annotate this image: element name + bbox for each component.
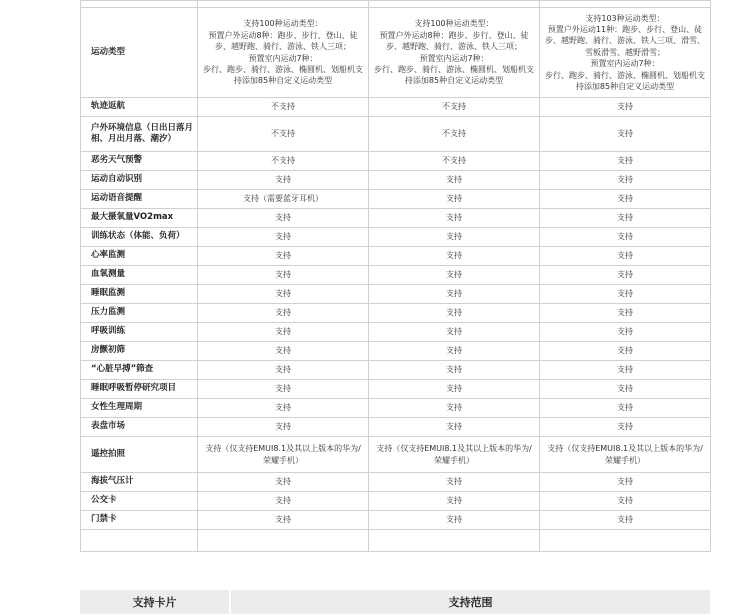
feature-value: 支持 (540, 285, 711, 304)
table-row-top-edge (81, 1, 711, 8)
feature-value: 支持 (540, 361, 711, 380)
table-row (81, 342, 711, 361)
feature-value: 支持 (540, 304, 711, 323)
feature-label: 睡眠呼吸暂停研究项目 (81, 380, 198, 399)
feature-label: 轨迹返航 (81, 98, 198, 117)
feature-value: 支持 (198, 361, 369, 380)
feature-value: 支持 (369, 304, 540, 323)
feature-value: 支持 (540, 209, 711, 228)
table-row (81, 361, 711, 380)
sport-types-value-col3: 支持103种运动类型： 预置户外运动11种：跑步、步行、登山、徒步、越野跑、骑行、游泳、铁人三项、滑雪、雪板滑雪、越野滑雪； 预置室内运动7种： 步行、跑步、骑行、游泳、椭圆机、划船机支持添加85种自定义运动类型 (540, 8, 711, 98)
feature-value: 支持（仅支持EMUI8.1及其以上版本的华为/荣耀手机） (540, 437, 711, 473)
feature-value: 支持 (540, 418, 711, 437)
feature-value: 支持 (540, 228, 711, 247)
feature-value: 支持 (369, 171, 540, 190)
sport-types-value-col2: 支持100种运动类型： 预置户外运动8种：跑步、步行、登山、徒步、越野跑、骑行、游泳、铁人三项； 预置室内运动7种： 步行、跑步、骑行、游泳、椭圆机、划船机支持添加85种自定义运动类型 (369, 8, 540, 98)
feature-value: 支持 (540, 511, 711, 530)
comparison-table (80, 0, 711, 552)
feature-value: 支持 (198, 492, 369, 511)
card-support-header (80, 590, 710, 614)
table-row (81, 399, 711, 418)
feature-label: 门禁卡 (81, 511, 198, 530)
feature-value: 支持（仅支持EMUI8.1及其以上版本的华为/荣耀手机） (369, 437, 540, 473)
feature-value: 支持 (198, 304, 369, 323)
feature-value: 支持 (198, 285, 369, 304)
feature-value: 支持 (198, 399, 369, 418)
feature-value: 支持 (369, 209, 540, 228)
feature-value: 支持 (198, 323, 369, 342)
feature-value: 支持 (369, 247, 540, 266)
table-row (81, 437, 711, 473)
table-row (81, 152, 711, 171)
feature-label: 遥控拍照 (81, 437, 198, 473)
table-row (81, 285, 711, 304)
feature-value: 不支持 (369, 152, 540, 171)
feature-value: 支持 (540, 342, 711, 361)
feature-value: 支持 (369, 380, 540, 399)
feature-value: 支持 (540, 473, 711, 492)
table-row (81, 473, 711, 492)
feature-value: 支持 (369, 418, 540, 437)
feature-label: 训练状态（体能、负荷） (81, 228, 198, 247)
feature-value: 支持 (540, 323, 711, 342)
feature-label: 呼吸训练 (81, 323, 198, 342)
table-row-bottom-edge (81, 530, 711, 552)
feature-label: “心脏早搏”筛查 (81, 361, 198, 380)
feature-value: 支持 (198, 247, 369, 266)
table-row-sport-types (81, 8, 711, 98)
feature-value: 支持 (198, 473, 369, 492)
table-row (81, 511, 711, 530)
feature-value: 支持 (198, 228, 369, 247)
feature-label: 恶劣天气预警 (81, 152, 198, 171)
feature-value: 支持 (540, 399, 711, 418)
feature-value: 支持 (198, 418, 369, 437)
feature-label: 公交卡 (81, 492, 198, 511)
feature-label-sport-types: 运动类型 (81, 8, 198, 98)
feature-value: 支持 (540, 492, 711, 511)
sport-types-value-col1: 支持100种运动类型： 预置户外运动8种：跑步、步行、登山、徒步、越野跑、骑行、游泳、铁人三项； 预置室内运动7种： 步行、跑步、骑行、游泳、椭圆机、划船机支持添加85种自定义运动类型 (198, 8, 369, 98)
feature-value: 支持 (540, 247, 711, 266)
table-row (81, 323, 711, 342)
table-row (81, 304, 711, 323)
feature-value: 支持 (369, 511, 540, 530)
feature-label: 海拔气压计 (81, 473, 198, 492)
feature-label: 最大摄氧量VO2max (81, 209, 198, 228)
comparison-table-wrapper (80, 0, 710, 552)
feature-label: 心率监测 (81, 247, 198, 266)
feature-value: 支持 (369, 266, 540, 285)
feature-value: 支持 (369, 473, 540, 492)
feature-label: 运动语音提醒 (81, 190, 198, 209)
table-row (81, 266, 711, 285)
table-row (81, 117, 711, 152)
supported-cards-heading: 支持卡片 (80, 590, 231, 614)
feature-value: 支持 (540, 266, 711, 285)
feature-value: 支持 (198, 342, 369, 361)
feature-value: 支持 (540, 171, 711, 190)
feature-label: 压力监测 (81, 304, 198, 323)
table-row (81, 418, 711, 437)
feature-value: 支持（仅支持EMUI8.1及其以上版本的华为/荣耀手机） (198, 437, 369, 473)
feature-value: 支持 (540, 190, 711, 209)
feature-value: 不支持 (198, 117, 369, 152)
feature-value: 不支持 (369, 98, 540, 117)
feature-label: 女性生理周期 (81, 399, 198, 418)
feature-value: 支持 (369, 492, 540, 511)
support-range-heading: 支持范围 (448, 596, 493, 609)
feature-value: 支持（需要蓝牙耳机） (198, 190, 369, 209)
feature-label: 运动自动识别 (81, 171, 198, 190)
feature-label: 表盘市场 (81, 418, 198, 437)
feature-label: 房颤初筛 (81, 342, 198, 361)
feature-value: 支持 (540, 117, 711, 152)
feature-value: 支持 (540, 152, 711, 171)
feature-value: 支持 (198, 511, 369, 530)
feature-label: 血氧测量 (81, 266, 198, 285)
feature-value: 支持 (369, 342, 540, 361)
feature-label: 睡眠监测 (81, 285, 198, 304)
feature-value: 支持 (198, 380, 369, 399)
table-row (81, 228, 711, 247)
feature-value: 支持 (198, 209, 369, 228)
table-row (81, 492, 711, 511)
table-row (81, 171, 711, 190)
feature-value: 支持 (369, 190, 540, 209)
feature-value: 支持 (369, 285, 540, 304)
feature-value: 支持 (369, 399, 540, 418)
feature-value: 支持 (198, 266, 369, 285)
table-row (81, 247, 711, 266)
feature-value: 支持 (369, 228, 540, 247)
feature-label: 户外环境信息（日出日落月相、月出月落、潮汐） (81, 117, 198, 152)
table-row (81, 98, 711, 117)
feature-value: 支持 (369, 361, 540, 380)
table-row (81, 209, 711, 228)
feature-value: 支持 (540, 380, 711, 399)
feature-value: 支持 (540, 98, 711, 117)
feature-value: 不支持 (198, 98, 369, 117)
feature-value: 支持 (369, 323, 540, 342)
table-row (81, 190, 711, 209)
feature-value: 不支持 (369, 117, 540, 152)
feature-value: 不支持 (198, 152, 369, 171)
table-row (81, 380, 711, 399)
feature-value: 支持 (198, 171, 369, 190)
